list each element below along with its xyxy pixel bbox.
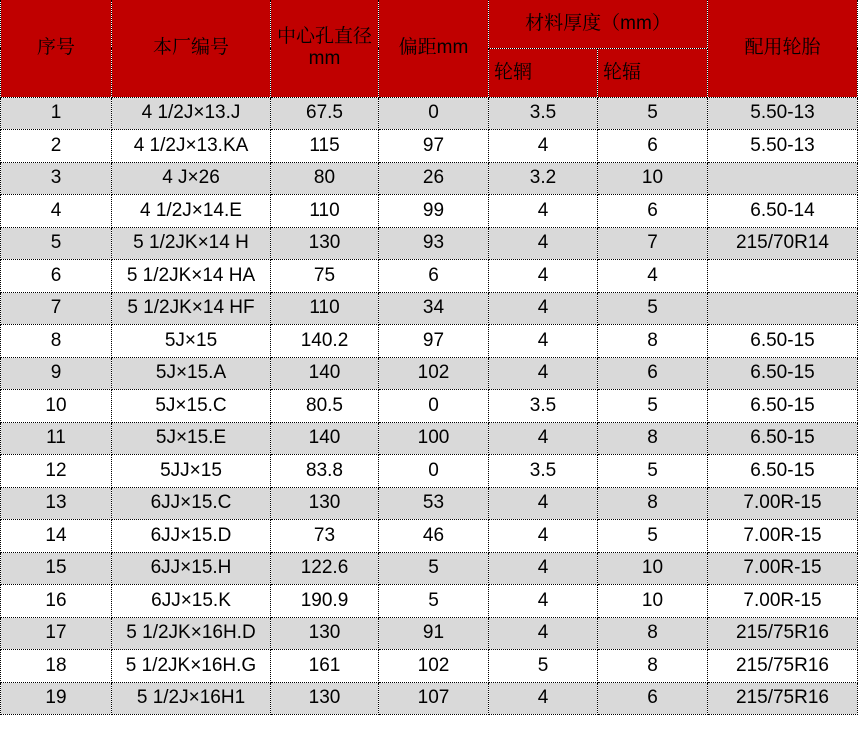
table-row: [1, 357, 858, 390]
table-cell: 102: [379, 650, 489, 683]
table-cell: 110: [271, 292, 379, 325]
table-cell: 140: [271, 422, 379, 455]
table-row: [1, 227, 858, 260]
table-row: [1, 455, 858, 488]
table-cell: 3: [1, 162, 112, 195]
table-row: [1, 97, 858, 130]
table-cell: 110: [271, 195, 379, 228]
header-center-hole-diameter: 中心孔直径mm: [271, 0, 379, 97]
table-cell: 6.50-15: [708, 357, 858, 390]
table-cell: 4: [489, 357, 598, 390]
table-cell: 6JJ×15.H: [112, 552, 271, 585]
table-cell: 75: [271, 260, 379, 293]
table-row: [1, 260, 858, 293]
table-cell: 5 1/2JK×14 H: [112, 227, 271, 260]
table-cell: 11: [1, 422, 112, 455]
header-factory-code: 本厂编号: [112, 0, 271, 97]
table-cell: 5: [379, 552, 489, 585]
table-cell: 97: [379, 325, 489, 358]
table-cell: 7.00R-15: [708, 585, 858, 618]
table-cell: 6JJ×15.C: [112, 487, 271, 520]
table-cell: 4: [489, 585, 598, 618]
table-cell: 6: [1, 260, 112, 293]
table-cell: 5J×15: [112, 325, 271, 358]
table-row: [1, 325, 858, 358]
table-row: [1, 195, 858, 228]
table-header: [1, 0, 858, 97]
table-cell: 140.2: [271, 325, 379, 358]
table-cell: 5: [1, 227, 112, 260]
table-cell: 161: [271, 650, 379, 683]
table-cell: 0: [379, 390, 489, 423]
table-cell: 13: [1, 487, 112, 520]
table-cell: 4 J×26: [112, 162, 271, 195]
header-matching-tire: 配用轮胎: [708, 0, 858, 97]
table-cell: 7.00R-15: [708, 520, 858, 553]
table-cell: [708, 260, 858, 293]
table-cell: 4: [489, 325, 598, 358]
header-rim: 轮辋: [489, 48, 598, 97]
table-cell: 140: [271, 357, 379, 390]
table-cell: 5J×15.C: [112, 390, 271, 423]
table-cell: 4: [489, 260, 598, 293]
table-cell: 9: [1, 357, 112, 390]
table-cell: 4: [489, 487, 598, 520]
table-cell: 14: [1, 520, 112, 553]
table-cell: 80.5: [271, 390, 379, 423]
table-cell: 4: [489, 422, 598, 455]
table-cell: 130: [271, 227, 379, 260]
table-cell: 0: [379, 97, 489, 130]
table-cell: 215/70R14: [708, 227, 858, 260]
header-serial-number: 序号: [1, 0, 112, 97]
table-cell: 190.9: [271, 585, 379, 618]
table-cell: 10: [598, 162, 708, 195]
table-cell: 8: [598, 325, 708, 358]
table-cell: 5 1/2J×16H1: [112, 682, 271, 715]
table-cell: 18: [1, 650, 112, 683]
table-cell: 67.5: [271, 97, 379, 130]
table-cell: 5 1/2JK×14 HA: [112, 260, 271, 293]
table-cell: 4 1/2J×13.KA: [112, 130, 271, 163]
table-cell: 130: [271, 487, 379, 520]
table-cell: 8: [598, 422, 708, 455]
table-cell: 3.5: [489, 390, 598, 423]
table-cell: 26: [379, 162, 489, 195]
table-cell: 100: [379, 422, 489, 455]
table-row: [1, 162, 858, 195]
table-cell: 6JJ×15.D: [112, 520, 271, 553]
table-cell: 8: [598, 487, 708, 520]
table-cell: 102: [379, 357, 489, 390]
table-cell: 34: [379, 292, 489, 325]
table-cell: 5: [598, 455, 708, 488]
table-cell: 4: [489, 552, 598, 585]
table-cell: 6: [598, 130, 708, 163]
table-cell: 10: [598, 552, 708, 585]
table-cell: 5J×15.E: [112, 422, 271, 455]
table-cell: 8: [598, 650, 708, 683]
table-cell: 5 1/2JK×16H.D: [112, 617, 271, 650]
table-cell: 215/75R16: [708, 650, 858, 683]
table-cell: 3.5: [489, 455, 598, 488]
table-cell: 2: [1, 130, 112, 163]
table-cell: 5: [379, 585, 489, 618]
table-cell: 4: [489, 195, 598, 228]
table-cell: 6.50-15: [708, 455, 858, 488]
table-cell: 6.50-14: [708, 195, 858, 228]
table-cell: 5J×15.A: [112, 357, 271, 390]
table-cell: 16: [1, 585, 112, 618]
table-cell: 0: [379, 455, 489, 488]
table-cell: 5.50-13: [708, 97, 858, 130]
table-cell: 5JJ×15: [112, 455, 271, 488]
table-cell: 115: [271, 130, 379, 163]
table-cell: 6: [598, 357, 708, 390]
table-row: [1, 487, 858, 520]
table-cell: 7: [598, 227, 708, 260]
table-cell: 93: [379, 227, 489, 260]
table-cell: 10: [1, 390, 112, 423]
table-cell: [708, 162, 858, 195]
table-row: [1, 390, 858, 423]
header-spoke: 轮辐: [598, 48, 708, 97]
table-cell: 107: [379, 682, 489, 715]
table-cell: 5: [489, 650, 598, 683]
table-cell: 5 1/2JK×14 HF: [112, 292, 271, 325]
table-row: [1, 520, 858, 553]
table-cell: 130: [271, 682, 379, 715]
table-cell: 8: [1, 325, 112, 358]
table-cell: 10: [598, 585, 708, 618]
table-row: [1, 292, 858, 325]
table-row: [1, 682, 858, 715]
table-cell: 7.00R-15: [708, 487, 858, 520]
table-cell: 4: [489, 130, 598, 163]
table-row: [1, 422, 858, 455]
table-cell: 8: [598, 617, 708, 650]
table-cell: 6: [598, 682, 708, 715]
table-cell: 5: [598, 97, 708, 130]
table-cell: 4 1/2J×14.E: [112, 195, 271, 228]
table-cell: 5: [598, 292, 708, 325]
table-cell: 3.5: [489, 97, 598, 130]
table-cell: 97: [379, 130, 489, 163]
table-cell: 4: [489, 682, 598, 715]
table-cell: 46: [379, 520, 489, 553]
table-body: [1, 97, 858, 715]
table-row: [1, 552, 858, 585]
header-material-thickness: 材料厚度（mm）: [489, 0, 708, 48]
table-cell: 4: [489, 617, 598, 650]
table-cell: 83.8: [271, 455, 379, 488]
table-cell: 19: [1, 682, 112, 715]
header-offset: 偏距mm: [379, 0, 489, 97]
table-row: [1, 585, 858, 618]
table-cell: 5.50-13: [708, 130, 858, 163]
table-cell: 6: [379, 260, 489, 293]
table-cell: 6.50-15: [708, 325, 858, 358]
table-cell: 6JJ×15.K: [112, 585, 271, 618]
table-row: [1, 650, 858, 683]
table-row: [1, 617, 858, 650]
table-cell: 91: [379, 617, 489, 650]
table-cell: 3.2: [489, 162, 598, 195]
table-cell: 4: [489, 520, 598, 553]
table-cell: 12: [1, 455, 112, 488]
table-cell: 5: [598, 520, 708, 553]
table-cell: 5 1/2JK×16H.G: [112, 650, 271, 683]
table-row: [1, 130, 858, 163]
table-cell: 73: [271, 520, 379, 553]
table-cell: 5: [598, 390, 708, 423]
table-cell: 4: [598, 260, 708, 293]
table-cell: 7: [1, 292, 112, 325]
table-cell: [708, 292, 858, 325]
table-cell: 80: [271, 162, 379, 195]
table-cell: 1: [1, 97, 112, 130]
table-cell: 130: [271, 617, 379, 650]
table-cell: 6: [598, 195, 708, 228]
table-cell: 122.6: [271, 552, 379, 585]
table-cell: 15: [1, 552, 112, 585]
table-cell: 6.50-15: [708, 390, 858, 423]
table-cell: 4 1/2J×13.J: [112, 97, 271, 130]
table-cell: 215/75R16: [708, 617, 858, 650]
table-cell: 7.00R-15: [708, 552, 858, 585]
table-cell: 99: [379, 195, 489, 228]
table-cell: 4: [489, 227, 598, 260]
table-cell: 17: [1, 617, 112, 650]
table-cell: 4: [1, 195, 112, 228]
table-cell: 6.50-15: [708, 422, 858, 455]
table-cell: 53: [379, 487, 489, 520]
table-cell: 215/75R16: [708, 682, 858, 715]
table-cell: 4: [489, 292, 598, 325]
